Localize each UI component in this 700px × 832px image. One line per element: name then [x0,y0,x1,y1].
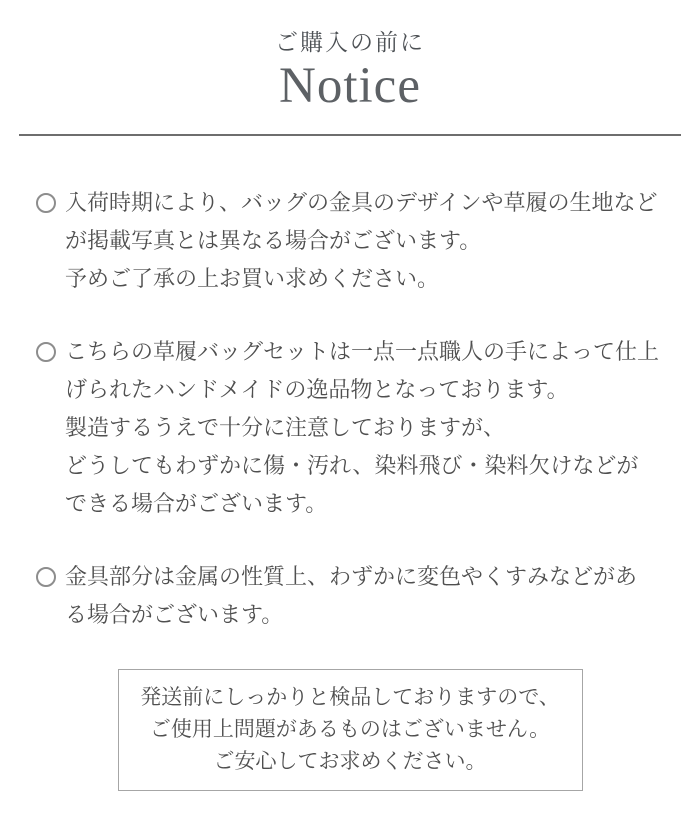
circle-bullet-icon [36,567,56,587]
assurance-line: ご使用上問題があるものはございません。 [149,718,551,741]
assurance-line: ご安心してお求めください。 [213,750,487,773]
notice-line: どうしてもわずかに傷・汚れ、染料飛び・染料欠けなどが [65,453,639,478]
notice-line: できる場合がございます。 [65,491,328,516]
circle-bullet-icon [36,342,56,362]
notice-text [65,184,657,298]
notice-line: が掲載写真とは異なる場合がございます。 [65,228,482,253]
assurance-line: 発送前にしっかりと検品しておりますので、 [140,686,560,709]
notice-line: 製造するうえで十分に注意しておりますが、 [65,415,506,440]
notice-line: 入荷時期により、バッグの金具のデザインや草履の生地など [65,190,658,215]
notice-line: こちらの草履バッグセットは一点一点職人の手によって仕上 [65,339,660,364]
notice-line: る場合がございます。 [65,602,284,627]
notice-header [0,0,700,114]
page-title: Notice [279,58,421,114]
notice-item-metal-parts [36,558,680,634]
notice-line: 金具部分は金属の性質上、わずかに変色やくすみなどがあ [65,564,638,589]
notice-item-handmade [36,333,680,523]
assurance-box [118,669,583,791]
header-eyebrow: ご購入の前に [275,30,425,55]
notice-text [65,333,659,523]
header-divider [19,134,681,136]
notice-line: 予めご了承の上お買い求めください。 [65,266,440,291]
notice-list [36,184,680,634]
notice-text [65,558,637,634]
circle-bullet-icon [36,193,56,213]
notice-item-stock-variation [36,184,680,298]
notice-line: げられたハンドメイドの逸品物となっております。 [65,377,569,402]
